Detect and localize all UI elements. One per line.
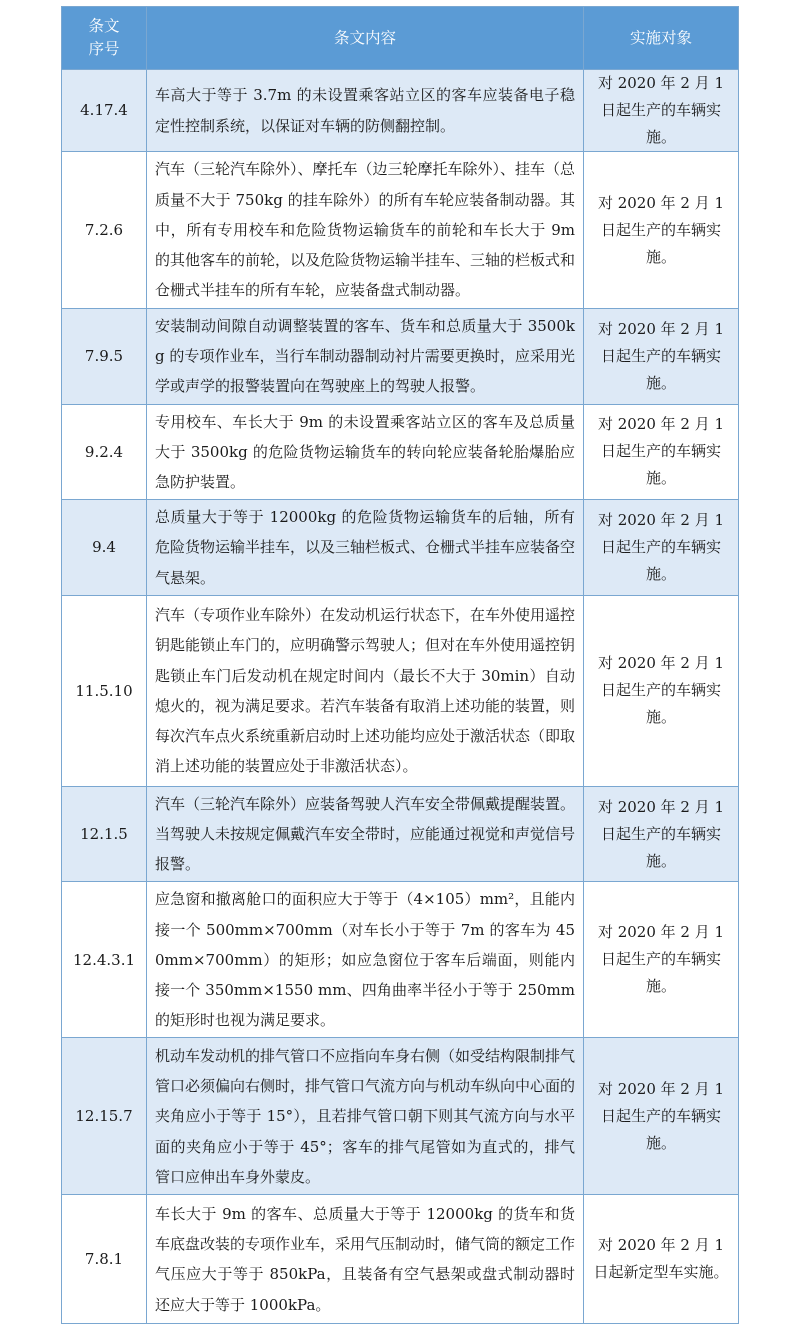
clause-number: 4.17.4 [62,70,147,152]
implementation-target: 对 2020 年 2 月 1 日起生产的车辆实施。 [584,882,739,1038]
header-clause-number-line1: 条文 [88,17,120,35]
table-row [62,500,739,596]
clause-number: 7.9.5 [62,309,147,405]
implementation-target: 对 2020 年 2 月 1 日起生产的车辆实施。 [584,70,739,152]
clause-content: 车长大于 9m 的客车、总质量大于等于 12000kg 的货车和货车底盘改装的专项作业车，采用气压制动时，储气筒的额定工作气压应大于等于 850kPa，且装备有空气悬架或盘式制动器时还应大于等于 1000kPa。 [147,1195,584,1324]
regulation-table [61,6,739,1324]
header-clause-content: 条文内容 [147,7,584,70]
implementation-target: 对 2020 年 2 月 1 日起生产的车辆实施。 [584,1038,739,1195]
implementation-target: 对 2020 年 2 月 1 日起新定型车实施。 [584,1195,739,1324]
clause-content: 机动车发动机的排气管口不应指向车身右侧（如受结构限制排气管口必须偏向右侧时，排气管口气流方向与机动车纵向中心面的夹角应小于等于 15°），且若排气管口朝下则其气流方向与水平面的夹角应小于等于 45°；客车的排气尾管如为直式的，排气管口应伸出车身外蒙皮。 [147,1038,584,1195]
clause-content: 应急窗和撤离舱口的面积应大于等于（4×105）mm²，且能内接一个 500mm×700mm（对车长小于等于 7m 的客车为 450mm×700mm）的矩形；如应急窗位于客车后端面，则能内接一个 350mm×1550 mm、四角曲率半径小于等于 250mm 的矩形时也视为满足要求。 [147,882,584,1038]
table-row [62,404,739,500]
clause-content: 汽车（三轮汽车除外）、摩托车（边三轮摩托车除外）、挂车（总质量不大于 750kg 的挂车除外）的所有车轮应装备制动器。其中，所有专用校车和危险货物运输货车的前轮和车长大于 9m 的其他客车的前轮，以及危险货物运输半挂车、三轴的栏板式和仓栅式半挂车的所有车轮，应装备盘式制动器。 [147,152,584,309]
header-clause-number-line2: 序号 [88,40,120,58]
clause-content: 汽车（专项作业车除外）在发动机运行状态下，在车外使用遥控钥匙能锁止车门的，应明确警示驾驶人；但对在车外使用遥控钥匙锁止车门后发动机在规定时间内（最长不大于 30min）自动熄火的，视为满足要求。若汽车装备有取消上述功能的装置，则每次汽车点火系统重新启动时上述功能均应处于激活状态（即取消上述功能的装置应处于非激活状态）。 [147,595,584,786]
clause-number: 12.4.3.1 [62,882,147,1038]
clause-content: 安装制动间隙自动调整装置的客车、货车和总质量大于 3500kg 的专项作业车，当行车制动器制动衬片需要更换时，应采用光学或声学的报警装置向在驾驶座上的驾驶人报警。 [147,309,584,405]
implementation-target: 对 2020 年 2 月 1 日起生产的车辆实施。 [584,404,739,500]
table-row [62,1038,739,1195]
clause-content: 总质量大于等于 12000kg 的危险货物运输货车的后轴，所有危险货物运输半挂车，以及三轴栏板式、仓栅式半挂车应装备空气悬架。 [147,500,584,596]
table-row [62,1195,739,1324]
implementation-target: 对 2020 年 2 月 1 日起生产的车辆实施。 [584,152,739,309]
table-row [62,70,739,152]
clause-number: 11.5.10 [62,595,147,786]
table-header [62,7,739,70]
implementation-target: 对 2020 年 2 月 1 日起生产的车辆实施。 [584,309,739,405]
implementation-target: 对 2020 年 2 月 1 日起生产的车辆实施。 [584,786,739,882]
implementation-target: 对 2020 年 2 月 1 日起生产的车辆实施。 [584,500,739,596]
table-body [62,70,739,1324]
header-implementation-target: 实施对象 [584,7,739,70]
table-row [62,309,739,405]
clause-number: 9.2.4 [62,404,147,500]
clause-content: 汽车（三轮汽车除外）应装备驾驶人汽车安全带佩戴提醒装置。当驾驶人未按规定佩戴汽车安全带时，应能通过视觉和声觉信号报警。 [147,786,584,882]
table-row [62,595,739,786]
clause-number: 7.2.6 [62,152,147,309]
header-row [62,7,739,70]
clause-number: 9.4 [62,500,147,596]
table-row [62,882,739,1038]
header-clause-number [62,7,147,70]
table-row [62,786,739,882]
clause-content: 专用校车、车长大于 9m 的未设置乘客站立区的客车及总质量大于 3500kg 的危险货物运输货车的转向轮应装备轮胎爆胎应急防护装置。 [147,404,584,500]
table-row [62,152,739,309]
implementation-target: 对 2020 年 2 月 1 日起生产的车辆实施。 [584,595,739,786]
clause-number: 7.8.1 [62,1195,147,1324]
clause-content: 车高大于等于 3.7m 的未设置乘客站立区的客车应装备电子稳定性控制系统，以保证对车辆的防侧翻控制。 [147,70,584,152]
clause-number: 12.1.5 [62,786,147,882]
clause-number: 12.15.7 [62,1038,147,1195]
regulation-table-wrapper [61,6,738,1324]
